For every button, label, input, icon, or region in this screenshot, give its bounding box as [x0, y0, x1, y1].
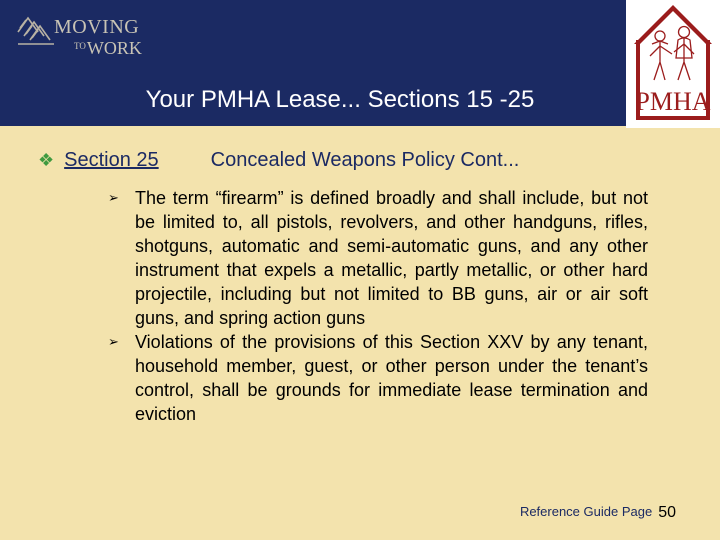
- moving-to-work-logo: [16, 8, 156, 58]
- arrow-bullet-icon: ➢: [108, 190, 119, 205]
- header-banner: [0, 0, 720, 126]
- logo-word-moving: MOVING: [54, 16, 140, 38]
- house-family-icon: [626, 0, 720, 128]
- diamond-bullet-icon: ❖: [38, 150, 55, 170]
- footer-reference: [520, 504, 676, 522]
- arrow-bullet-icon: ➢: [108, 334, 119, 349]
- pmha-logo: [626, 0, 720, 128]
- logo-word-to-work: [74, 38, 142, 59]
- bullet-list: [108, 186, 648, 426]
- footer-label: Reference Guide Page: [519, 504, 653, 519]
- section-title: Concealed Weapons Policy Cont...: [210, 149, 520, 171]
- page-number: 50: [658, 504, 676, 521]
- pmha-wordmark: PMHA: [635, 87, 711, 116]
- page-title: Your PMHA Lease... Sections 15 -25: [145, 86, 535, 113]
- logo-mark-icon: [16, 10, 56, 50]
- list-item: [108, 186, 648, 330]
- section-heading: [38, 149, 519, 172]
- logo-word-to: TO: [74, 41, 86, 51]
- bullet-text: The term “firearm” is defined broadly and shall include, but not be limited to, all pistols, revolvers, and other handguns, rifles, shotguns, automatic and semi-automatic guns, and any other instrument that expels a metallic, partly metallic, or other hard projectile, including but not limited to BB guns, air or air soft guns, and spring action guns: [135, 188, 648, 328]
- list-item: [108, 330, 648, 426]
- bullet-text: Violations of the provisions of this Section XXV by any tenant, household member, guest, or other person under the tenant’s control, shall be grounds for immediate lease termination and eviction: [135, 332, 648, 424]
- section-number: Section 25: [64, 149, 159, 171]
- logo-word-work: WORK: [86, 38, 142, 58]
